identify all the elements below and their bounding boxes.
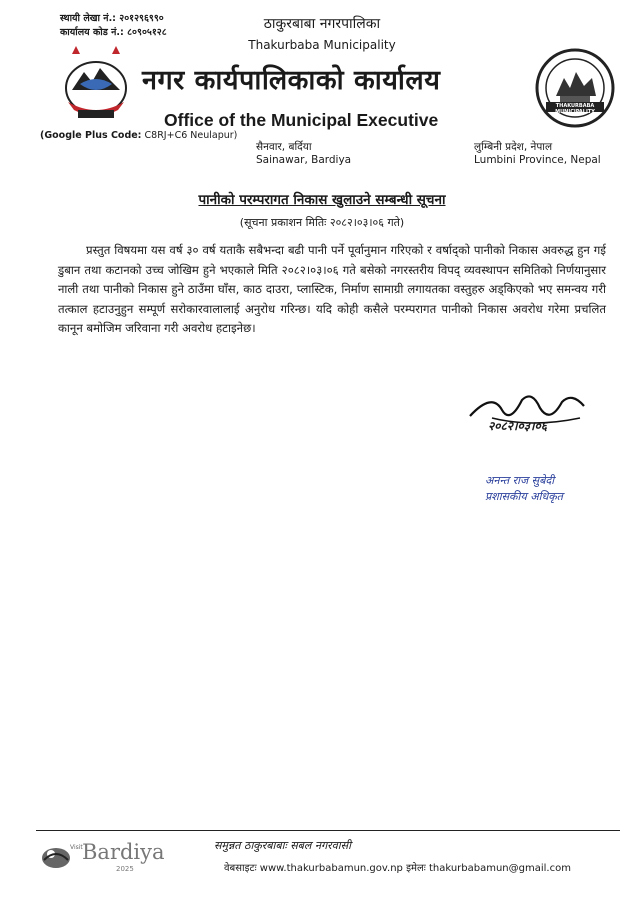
account-number: स्थायी लेखा नं.: २०१२९६९९० [60, 13, 164, 24]
officer-designation: प्रशासकीय अधिकृत [485, 490, 563, 503]
province-np: लुम्बिनी प्रदेश, नेपाल [474, 141, 553, 153]
office-title-en: Office of the Municipal Executive [164, 110, 439, 130]
footer-slogan: समुन्नत ठाकुरबाबाः सबल नगरवासी [214, 839, 351, 852]
bardiya-logo-icon [40, 840, 72, 870]
officer-name: अनन्त राज सुबेदी [485, 474, 555, 487]
notice-publish-date: (सूचना प्रकाशन मितिः २०८२।०३।०६ गते) [239, 216, 405, 229]
municipality-name-np: ठाकुरबाबा नगरपालिका [263, 16, 381, 32]
signature-date: २०८२।०३।०६ [488, 419, 548, 433]
google-plus-code [40, 130, 237, 141]
google-plus-label: (Google Plus Code: [40, 130, 142, 141]
province-en: Lumbini Province, Nepal [474, 154, 601, 166]
footer-divider [36, 830, 620, 831]
visit-label: Visit [70, 844, 83, 851]
nepal-emblem-icon [58, 44, 134, 126]
municipality-name-en: Thakurbaba Municipality [248, 38, 396, 52]
office-title-np: नगर कार्यपालिकाको कार्यालय [142, 65, 441, 96]
seal-text: THAKURBABA MUNICIPALITY [555, 103, 595, 115]
address-np: सैनवार, बर्दिया [256, 141, 312, 153]
municipality-seal-icon [530, 48, 620, 128]
notice-body: प्रस्तुत विषयमा यस वर्ष ३० वर्ष यताकै सबैभन्दा बढी पानी पर्ने पूर्वानुमान गरिएको र वर्षाद्को पानीको निकास अवरुद्ध हुन गई डुबान तथा कटानको उच्च जोखिम हुने भएकाले मिति २०८२।०३।०६ गते बसेको नगरस्तरीय विपद् व्यवस्थापन समितिको निर्णयानुसार नाली तथा पानीको निकास हुने ठाउँमा घाँस, काठ दाउरा, प्लास्टिक, निर्माण सामाग्री लगायतका वस्तुहरु अड्किएको भए समन्वय गरी तत्काल हटाउनुहुन सम्पूर्ण सरोकारवालालाई अनुरोध गरिन्छ। यदि कोही कसैले परम्परागत पानीको निकास अवरोध गरेमा प्रचलित कानून बमोजिम जरिवाना गरी अवरोध हटाइनेछ। [58, 243, 606, 335]
address-en: Sainawar, Bardiya [256, 154, 352, 166]
visit-bardiya-logo [40, 836, 180, 876]
footer-contact: वेबसाइटः www.thakurbabamun.gov.np इमेलः thakurbabamun@gmail.com [224, 863, 571, 874]
bardiya-year: 2025 [116, 865, 134, 873]
notice-title: पानीको परम्परागत निकास खुलाउने सम्बन्धी सूचना [198, 192, 446, 208]
office-code: कार्यालय कोड नं.: ८०९०५१२८ [60, 27, 167, 38]
bardiya-label: Bardiya [82, 840, 165, 864]
google-plus-value: C8RJ+C6 Neulapur) [144, 130, 238, 141]
